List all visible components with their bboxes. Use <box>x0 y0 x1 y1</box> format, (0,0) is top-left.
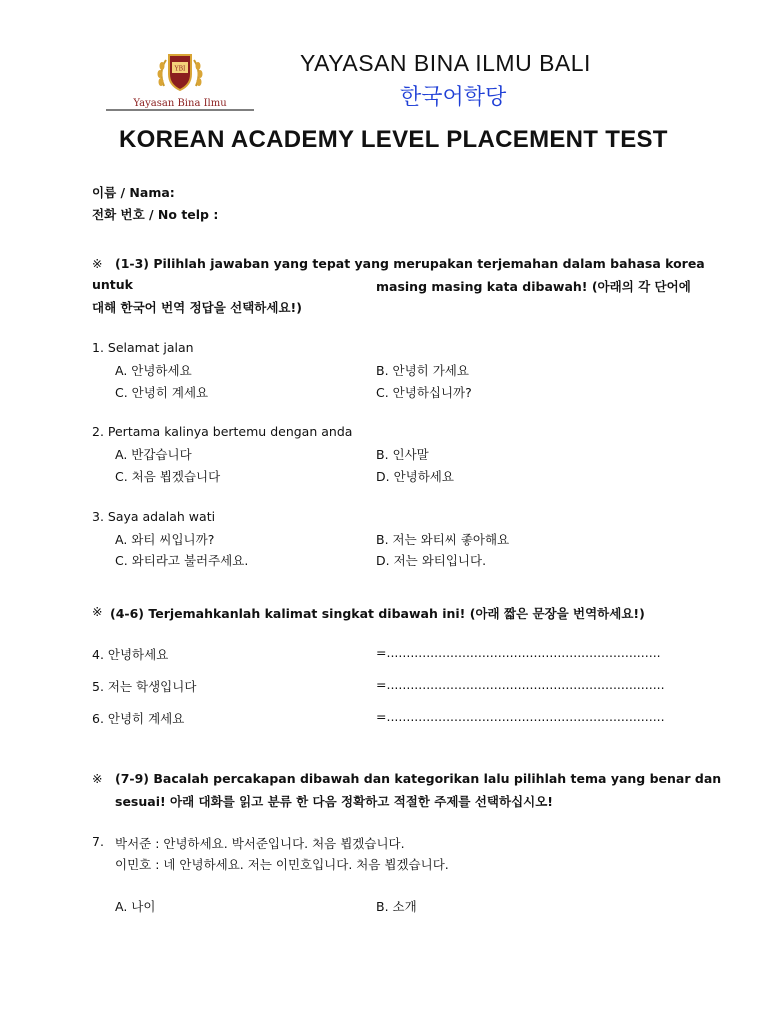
logo-emblem-icon <box>100 50 260 112</box>
section-3-instruction-line2: sesuai! 아래 대화를 읽고 분류 한 다음 정확하고 적절한 주제를 선택하십시오! <box>115 794 553 809</box>
question-7-option-a: A. 나이 <box>115 899 156 914</box>
section-1-instruction-line1: (1-3) Pilihlah jawaban yang tepat yang merupakan terjemahan dalam bahasa korea <box>115 256 705 271</box>
question-1-option-b: B. 안녕히 가세요 <box>376 363 469 378</box>
section-1-instruction-line3: 대해 한국어 번역 정답을 선택하세요!) <box>92 300 302 315</box>
question-2-option-d: D. 안녕하세요 <box>376 469 454 484</box>
section-1-instruction-line2-right: masing masing kata dibawah! (아래의 각 단어에 <box>376 279 691 294</box>
question-1-prompt: 1. Selamat jalan <box>92 340 194 355</box>
question-1-option-a: A. 안녕하세요 <box>115 363 192 378</box>
question-2-prompt: 2. Pertama kalinya bertemu dengan anda <box>92 424 353 439</box>
name-field-label: 이름 / Nama: <box>92 185 175 200</box>
translation-4-answer-blank: =..................................................................... <box>376 645 661 660</box>
question-1-option-c: C. 안녕히 계세요 <box>115 385 209 400</box>
translation-5-prompt: 5. 저는 학생입니다 <box>92 679 197 694</box>
question-3-option-d: D. 저는 와티입니다. <box>376 553 487 568</box>
translation-4-prompt: 4. 안녕하세요 <box>92 647 169 662</box>
organization-subtitle: 한국어학당 <box>400 85 507 110</box>
svg-text:YBI: YBI <box>174 65 186 73</box>
section-3-instruction-line1: (7-9) Bacalah percakapan dibawah dan kategorikan lalu pilihlah tema yang benar dan <box>115 771 722 786</box>
question-3-option-c: C. 와티라고 불러주세요. <box>115 553 249 568</box>
organization-name: YAYASAN BINA ILMU BALI <box>300 50 591 76</box>
question-2-option-a: A. 반갑습니다 <box>115 447 192 462</box>
question-3-option-b: B. 저는 와티씨 좋아해요 <box>376 532 510 547</box>
logo-caption: Yayasan Bina Ilmu <box>133 98 227 109</box>
shield-crest-logo <box>100 50 260 112</box>
question-7-number: 7. <box>92 834 104 849</box>
question-7-option-b: B. 소개 <box>376 899 417 914</box>
section-2-reference-mark: ※ <box>92 604 103 619</box>
question-2-option-b: B. 인사말 <box>376 447 429 462</box>
translation-6-prompt: 6. 안녕히 계세요 <box>92 711 185 726</box>
section-2-instruction: (4-6) Terjemahkanlah kalimat singkat dibawah ini! (아래 짧은 문장을 번역하세요!) <box>110 606 645 621</box>
section-1-instruction-line2-left: untuk <box>92 277 133 292</box>
question-2-option-c: C. 처음 뵙겠습니다 <box>115 469 221 484</box>
question-7-dialogue-line1: 박서준 : 안녕하세요. 박서준입니다. 처음 뵙겠습니다. <box>115 836 405 851</box>
section-1-reference-mark: ※ <box>92 256 103 271</box>
section-3-reference-mark: ※ <box>92 771 103 786</box>
phone-field-label: 전화 번호 / No telp : <box>92 207 219 222</box>
question-7-dialogue-line2: 이민호 : 네 안녕하세요. 저는 이민호입니다. 처음 뵙겠습니다. <box>115 857 449 872</box>
question-3-prompt: 3. Saya adalah wati <box>92 509 216 524</box>
question-1-option-d: C. 안녕하십니까? <box>376 385 472 400</box>
translation-5-answer-blank: =...................................................................... <box>376 677 665 692</box>
question-3-option-a: A. 와티 씨입니까? <box>115 532 215 547</box>
document-title: KOREAN ACADEMY LEVEL PLACEMENT TEST <box>119 126 668 153</box>
translation-6-answer-blank: =...................................................................... <box>376 709 665 724</box>
